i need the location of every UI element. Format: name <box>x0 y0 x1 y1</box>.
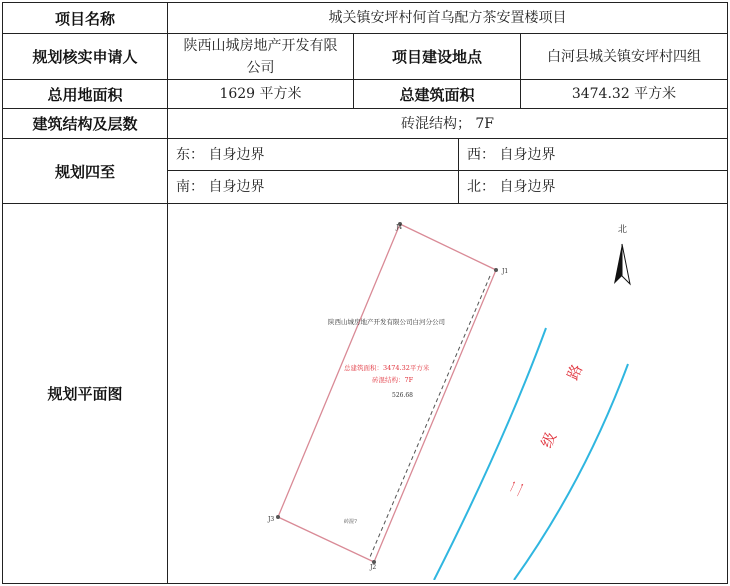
land-area-value: 1629 平方米 <box>167 79 354 109</box>
elevation-label: 526.68 <box>392 392 413 399</box>
area-note: 总建筑面积：3474.32平方米 <box>344 364 430 372</box>
road-char-2: 级 <box>537 429 561 451</box>
building-area-label: 总建筑面积 <box>353 79 521 109</box>
point-j3-label: J3 <box>268 516 275 523</box>
structure-label: 建筑结构及层数 <box>2 108 168 139</box>
boundary-north: 北： 自身边界 <box>458 170 728 204</box>
north-label: 北 <box>618 225 628 235</box>
boundaries-label: 规划四至 <box>2 138 168 204</box>
applicant-value: 陕西山城房地产开发有限公司 <box>167 33 354 80</box>
site-plan-label: 规划平面图 <box>2 203 168 584</box>
project-name-value: 城关镇安坪村何首乌配方茶安置楼项目 <box>167 2 728 34</box>
applicant-label: 规划核实申请人 <box>2 33 168 80</box>
site-boundary <box>278 224 496 562</box>
road-char-1: 路 <box>563 361 587 383</box>
small-note: 砖混7 <box>344 519 358 525</box>
road-char-3: 二 <box>505 477 529 500</box>
location-value: 白河县城关镇安坪村四组 <box>520 33 728 80</box>
point-j2-label: J2 <box>370 564 377 571</box>
location-label: 项目建设地点 <box>353 33 521 80</box>
land-area-label: 总用地面积 <box>2 79 168 109</box>
boundary-west: 西： 自身边界 <box>458 138 728 171</box>
structure-note: 砖混结构：7F <box>372 376 414 384</box>
company-label: 陕西山城房地产开发有限公司白河分公司 <box>328 318 445 326</box>
boundary-east: 东： 自身边界 <box>167 138 459 171</box>
point-j1-label: J1 <box>502 268 509 275</box>
north-arrow-icon <box>614 244 630 284</box>
building-area-value: 3474.32 平方米 <box>520 79 728 109</box>
site-plan-drawing <box>264 212 642 580</box>
project-name-label: 项目名称 <box>2 2 168 34</box>
point-j4-label: J4 <box>396 224 403 231</box>
structure-value: 砖混结构； 7F <box>167 108 728 139</box>
point-j1-marker <box>494 268 498 272</box>
road-edge-left <box>434 328 546 580</box>
boundary-south: 南： 自身边界 <box>167 170 459 204</box>
point-j3-marker <box>276 515 280 519</box>
road-edge-right <box>514 364 628 580</box>
